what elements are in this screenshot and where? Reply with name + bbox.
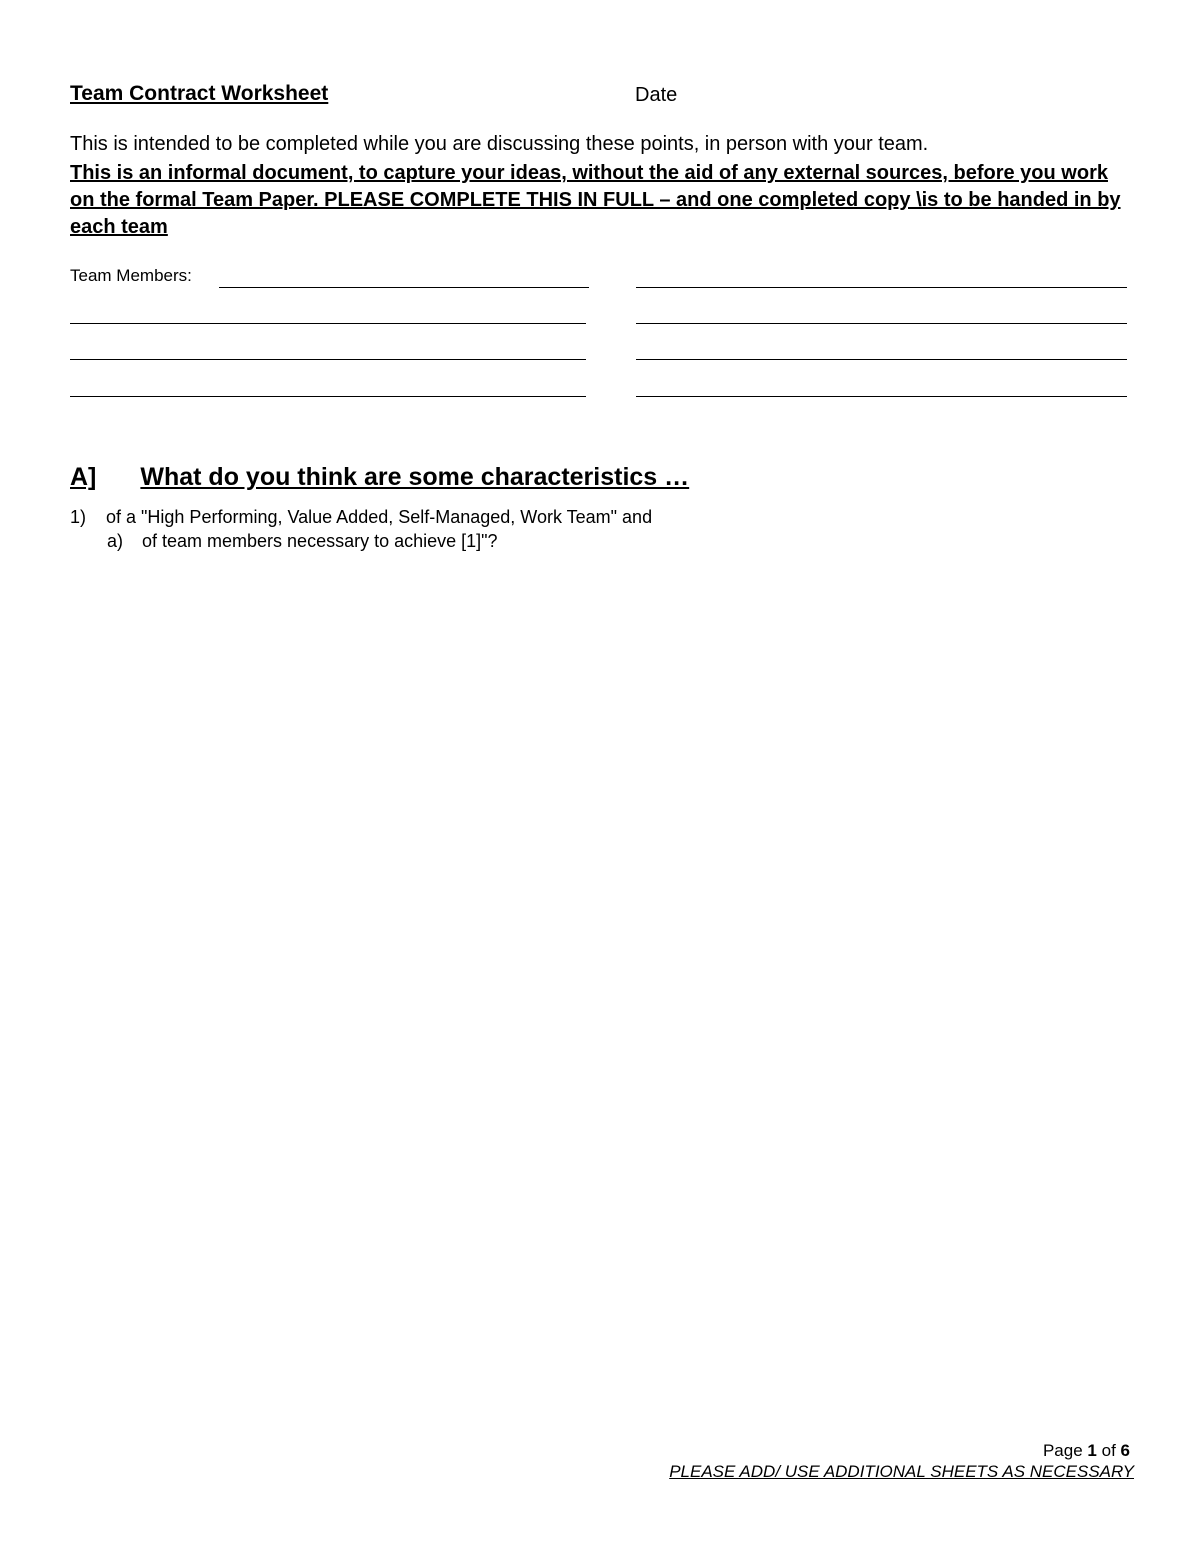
team-member-line-3[interactable] — [70, 323, 586, 324]
question-text: of a "High Performing, Value Added, Self-Managed, Work Team" and — [106, 507, 653, 527]
subitem-number: a) — [107, 531, 124, 551]
intro-text: This is intended to be completed while you are discussing these points, in person with your team. — [70, 133, 929, 155]
instructions-text: This is an informal document, to capture your ideas, without the aid of any external sources, before you work on the formal Team Paper. PLEASE COMPLETE THIS IN FULL – and one completed copy \is to be handed in by each team — [70, 162, 1121, 238]
page-total: 6 — [1120, 1441, 1130, 1460]
footer-note: PLEASE ADD/ USE ADDITIONAL SHEETS AS NECESSARY — [669, 1462, 1134, 1481]
team-member-line-1[interactable] — [219, 287, 589, 288]
team-member-line-5[interactable] — [70, 359, 586, 360]
question-number: 1) — [70, 507, 87, 527]
team-member-line-4[interactable] — [636, 323, 1127, 324]
question-item — [70, 507, 652, 528]
section-a-title: What do you think are some characteristics … — [140, 463, 690, 491]
page-number — [1043, 1441, 1130, 1461]
subitem-text: of team members necessary to achieve [1]"? — [142, 531, 498, 551]
team-member-line-2[interactable] — [636, 287, 1127, 288]
team-member-line-7[interactable] — [70, 396, 586, 397]
page-of: of — [1101, 1441, 1116, 1460]
page-current: 1 — [1087, 1441, 1097, 1460]
date-label: Date — [635, 84, 678, 106]
team-member-line-8[interactable] — [636, 396, 1127, 397]
section-a-label: A] — [70, 463, 97, 491]
team-members-label: Team Members: — [70, 266, 192, 285]
team-member-line-6[interactable] — [636, 359, 1127, 360]
question-subitem — [107, 531, 498, 552]
page-prefix: Page — [1042, 1441, 1083, 1460]
section-a-heading — [70, 463, 689, 492]
page-title: Team Contract Worksheet — [70, 82, 329, 105]
